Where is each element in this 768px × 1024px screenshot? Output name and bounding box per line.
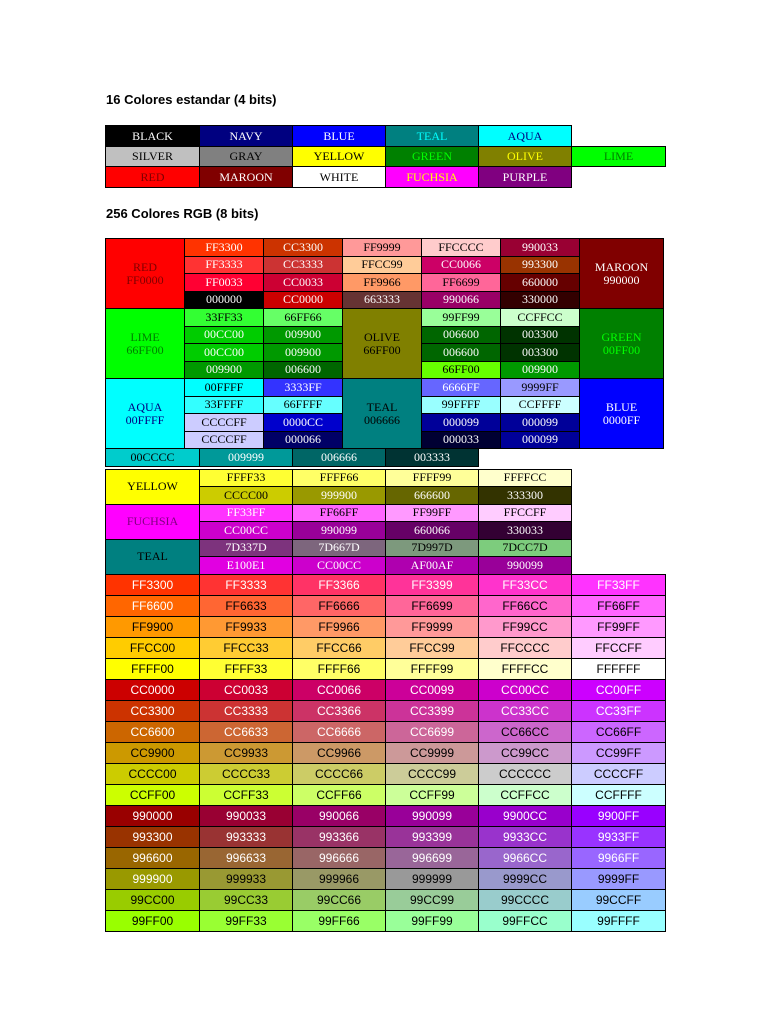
swatch-993333: 993333 [199, 826, 293, 848]
std-color-red: RED [105, 166, 200, 188]
swatch-FF3300: FF3300 [184, 238, 264, 257]
swatch-009900: 009900 [263, 343, 343, 362]
swatch-9999FF: 9999FF [571, 868, 666, 890]
swatch-6666FF: 6666FF [421, 378, 501, 397]
swatch-330033: 330033 [478, 521, 572, 540]
swatch-CCFFCC: CCFFCC [478, 784, 572, 806]
std-color-silver: SILVER [105, 146, 200, 167]
swatch-FF33CC: FF33CC [478, 574, 572, 596]
group-right-blue: BLUE 0000FF [579, 378, 664, 449]
swatch-FF99FF: FF99FF [571, 616, 666, 638]
swatch-330000: 330000 [500, 291, 580, 310]
swatch-FFCCCC: FFCCCC [421, 238, 501, 257]
swatch-99CC33: 99CC33 [199, 889, 293, 911]
swatch-33FFFF: 33FFFF [184, 396, 264, 415]
swatch-CCCCFF: CCCCFF [571, 763, 666, 785]
swatch-FFCCFF: FFCCFF [478, 504, 572, 523]
swatch-663333: 663333 [342, 291, 422, 310]
swatch-999900: 999900 [105, 868, 200, 890]
swatch-FF3399: FF3399 [385, 574, 479, 596]
swatch-7DCC7D: 7DCC7D [478, 539, 572, 558]
swatch-FF6666: FF6666 [292, 595, 386, 617]
std-color-gray: GRAY [199, 146, 293, 167]
swatch-CC3333: CC3333 [199, 700, 293, 722]
swatch-003300: 003300 [500, 343, 580, 362]
swatch-FF0033: FF0033 [184, 273, 264, 292]
swatch-CC0066: CC0066 [421, 256, 501, 275]
group-mid-olive: OLIVE 66FF00 [342, 308, 422, 379]
swatch-990066: 990066 [421, 291, 501, 310]
std-color-fuchsia: FUCHSIA [385, 166, 479, 188]
swatch-CCCC00: CCCC00 [105, 763, 200, 785]
swatch-CC66CC: CC66CC [478, 721, 572, 743]
swatch-CCFF66: CCFF66 [292, 784, 386, 806]
swatch-99CC99: 99CC99 [385, 889, 479, 911]
swatch-000099: 000099 [500, 413, 580, 432]
std-color-olive: OLIVE [478, 146, 572, 167]
swatch-9966FF: 9966FF [571, 847, 666, 869]
swatch-003333: 003333 [385, 448, 479, 467]
swatch-E100E1: E100E1 [199, 556, 293, 575]
swatch-9900FF: 9900FF [571, 805, 666, 827]
swatch-FFFFCC: FFFFCC [478, 658, 572, 680]
group-left-lime: LIME 66FF00 [105, 308, 185, 379]
swatch-9966CC: 9966CC [478, 847, 572, 869]
std-color-navy: NAVY [199, 125, 293, 147]
swatch-FFFF33: FFFF33 [199, 469, 293, 488]
swatch-FF6699: FF6699 [385, 595, 479, 617]
swatch-CC9966: CC9966 [292, 742, 386, 764]
std-color-black: BLACK [105, 125, 200, 147]
swatch-0000CC: 0000CC [263, 413, 343, 432]
swatch-99FF00: 99FF00 [105, 910, 200, 932]
swatch-CCFFFF: CCFFFF [500, 396, 580, 415]
swatch-CCCCCC: CCCCCC [478, 763, 572, 785]
group-left-teal: TEAL [105, 539, 200, 575]
swatch-CC9933: CC9933 [199, 742, 293, 764]
swatch-CCFF33: CCFF33 [199, 784, 293, 806]
swatch-FF6699: FF6699 [421, 273, 501, 292]
swatch-00CC00: 00CC00 [184, 343, 264, 362]
swatch-99CCFF: 99CCFF [571, 889, 666, 911]
swatch-FFFF00: FFFF00 [105, 658, 200, 680]
swatch-990033: 990033 [500, 238, 580, 257]
swatch-990000: 990000 [105, 805, 200, 827]
swatch-006600: 006600 [263, 361, 343, 380]
swatch-FFCC99: FFCC99 [385, 637, 479, 659]
swatch-7D337D: 7D337D [199, 539, 293, 558]
swatch-CC0099: CC0099 [385, 679, 479, 701]
swatch-FF33FF: FF33FF [199, 504, 293, 523]
swatch-CC0000: CC0000 [263, 291, 343, 310]
swatch-CC3399: CC3399 [385, 700, 479, 722]
swatch-AF00AF: AF00AF [385, 556, 479, 575]
swatch-9933CC: 9933CC [478, 826, 572, 848]
std-color-white: WHITE [292, 166, 386, 188]
swatch-000066: 000066 [263, 431, 343, 450]
swatch-00FFFF: 00FFFF [184, 378, 264, 397]
swatch-990033: 990033 [199, 805, 293, 827]
swatch-FFFF66: FFFF66 [292, 658, 386, 680]
swatch-FFCC66: FFCC66 [292, 637, 386, 659]
swatch-CCFFCC: CCFFCC [500, 308, 580, 327]
swatch-660000: 660000 [500, 273, 580, 292]
swatch-996633: 996633 [199, 847, 293, 869]
swatch-CCCC66: CCCC66 [292, 763, 386, 785]
group-left-yellow: YELLOW [105, 469, 200, 505]
swatch-FFFF99: FFFF99 [385, 658, 479, 680]
group-right-maroon: MAROON 990000 [579, 238, 664, 309]
swatch-CC6699: CC6699 [385, 721, 479, 743]
swatch-CCCC00: CCCC00 [199, 486, 293, 505]
swatch-009900: 009900 [184, 361, 264, 380]
swatch-99CC00: 99CC00 [105, 889, 200, 911]
swatch-CC66FF: CC66FF [571, 721, 666, 743]
swatch-7D667D: 7D667D [292, 539, 386, 558]
swatch-000099: 000099 [421, 413, 501, 432]
swatch-99CC66: 99CC66 [292, 889, 386, 911]
swatch-666600: 666600 [385, 486, 479, 505]
swatch-000000: 000000 [184, 291, 264, 310]
swatch-CC00CC: CC00CC [292, 556, 386, 575]
swatch-FF6633: FF6633 [199, 595, 293, 617]
swatch-009900: 009900 [500, 361, 580, 380]
swatch-CC0033: CC0033 [199, 679, 293, 701]
swatch-996666: 996666 [292, 847, 386, 869]
swatch-66FF00: 66FF00 [421, 361, 501, 380]
swatch-FF99FF: FF99FF [385, 504, 479, 523]
swatch-CC3333: CC3333 [263, 256, 343, 275]
swatch-3333FF: 3333FF [263, 378, 343, 397]
std-color-yellow: YELLOW [292, 146, 386, 167]
title-16-colors: 16 Colores estandar (4 bits) [106, 92, 277, 107]
swatch-990066: 990066 [292, 805, 386, 827]
swatch-FFCC00: FFCC00 [105, 637, 200, 659]
swatch-66FF66: 66FF66 [263, 308, 343, 327]
swatch-996600: 996600 [105, 847, 200, 869]
swatch-FFCCFF: FFCCFF [571, 637, 666, 659]
swatch-CC0000: CC0000 [105, 679, 200, 701]
swatch-003300: 003300 [500, 326, 580, 345]
swatch-9933FF: 9933FF [571, 826, 666, 848]
swatch-CCCC99: CCCC99 [385, 763, 479, 785]
group-left-fuchsia: FUCHSIA [105, 504, 200, 540]
swatch-FFFF99: FFFF99 [385, 469, 479, 488]
swatch-FF9900: FF9900 [105, 616, 200, 638]
swatch-006600: 006600 [421, 326, 501, 345]
swatch-993399: 993399 [385, 826, 479, 848]
swatch-999966: 999966 [292, 868, 386, 890]
swatch-99CCCC: 99CCCC [478, 889, 572, 911]
std-color-lime: LIME [571, 146, 666, 167]
swatch-FF33FF: FF33FF [571, 574, 666, 596]
group-right-green: GREEN 00FF00 [579, 308, 664, 379]
swatch-CC00FF: CC00FF [571, 679, 666, 701]
swatch-CC6666: CC6666 [292, 721, 386, 743]
swatch-CCCC33: CCCC33 [199, 763, 293, 785]
group-left-aqua: AQUA 00FFFF [105, 378, 185, 449]
swatch-CCFF00: CCFF00 [105, 784, 200, 806]
swatch-990099: 990099 [478, 556, 572, 575]
swatch-993300: 993300 [500, 256, 580, 275]
swatch-996699: 996699 [385, 847, 479, 869]
swatch-993366: 993366 [292, 826, 386, 848]
swatch-9900CC: 9900CC [478, 805, 572, 827]
swatch-FFCC99: FFCC99 [342, 256, 422, 275]
swatch-7D997D: 7D997D [385, 539, 479, 558]
swatch-66FFFF: 66FFFF [263, 396, 343, 415]
title-256-colors: 256 Colores RGB (8 bits) [106, 206, 259, 221]
swatch-00CC00: 00CC00 [184, 326, 264, 345]
swatch-CCCCFF: CCCCFF [184, 431, 264, 450]
swatch-FF3333: FF3333 [199, 574, 293, 596]
swatch-99FF99: 99FF99 [385, 910, 479, 932]
swatch-FFCC33: FFCC33 [199, 637, 293, 659]
swatch-CC0066: CC0066 [292, 679, 386, 701]
group-mid-teal: TEAL 006666 [342, 378, 422, 449]
swatch-FFFFFF: FFFFFF [571, 658, 666, 680]
swatch-CC6633: CC6633 [199, 721, 293, 743]
std-color-blue: BLUE [292, 125, 386, 147]
swatch-99FF66: 99FF66 [292, 910, 386, 932]
swatch-FF9999: FF9999 [342, 238, 422, 257]
swatch-CC0033: CC0033 [263, 273, 343, 292]
swatch-FF9999: FF9999 [385, 616, 479, 638]
swatch-CC3366: CC3366 [292, 700, 386, 722]
swatch-FF66FF: FF66FF [571, 595, 666, 617]
swatch-FF3333: FF3333 [184, 256, 264, 275]
swatch-99FFFF: 99FFFF [571, 910, 666, 932]
swatch-CC99FF: CC99FF [571, 742, 666, 764]
swatch-FF66CC: FF66CC [478, 595, 572, 617]
swatch-FF3300: FF3300 [105, 574, 200, 596]
swatch-FFCCCC: FFCCCC [478, 637, 572, 659]
swatch-CCCCFF: CCCCFF [184, 413, 264, 432]
swatch-CCFFFF: CCFFFF [571, 784, 666, 806]
std-color-teal: TEAL [385, 125, 479, 147]
swatch-993300: 993300 [105, 826, 200, 848]
swatch-99FFCC: 99FFCC [478, 910, 572, 932]
swatch-009900: 009900 [263, 326, 343, 345]
swatch-00CCCC: 00CCCC [105, 448, 200, 467]
swatch-FF6600: FF6600 [105, 595, 200, 617]
swatch-CC9999: CC9999 [385, 742, 479, 764]
swatch-99FF33: 99FF33 [199, 910, 293, 932]
group-left-red: RED FF0000 [105, 238, 185, 309]
swatch-CC99CC: CC99CC [478, 742, 572, 764]
swatch-CC00CC: CC00CC [199, 521, 293, 540]
swatch-FF9933: FF9933 [199, 616, 293, 638]
swatch-99FF99: 99FF99 [421, 308, 501, 327]
std-color-green: GREEN [385, 146, 479, 167]
swatch-CCFF99: CCFF99 [385, 784, 479, 806]
std-color-purple: PURPLE [478, 166, 572, 188]
swatch-999900: 999900 [292, 486, 386, 505]
swatch-FFFF66: FFFF66 [292, 469, 386, 488]
swatch-FF99CC: FF99CC [478, 616, 572, 638]
swatch-999999: 999999 [385, 868, 479, 890]
swatch-9999CC: 9999CC [478, 868, 572, 890]
swatch-009999: 009999 [199, 448, 293, 467]
swatch-CC3300: CC3300 [105, 700, 200, 722]
swatch-333300: 333300 [478, 486, 572, 505]
swatch-006600: 006600 [421, 343, 501, 362]
swatch-9999FF: 9999FF [500, 378, 580, 397]
swatch-CC3300: CC3300 [263, 238, 343, 257]
swatch-CC33CC: CC33CC [478, 700, 572, 722]
swatch-99FFFF: 99FFFF [421, 396, 501, 415]
swatch-33FF33: 33FF33 [184, 308, 264, 327]
std-color-maroon: MAROON [199, 166, 293, 188]
swatch-000099: 000099 [500, 431, 580, 450]
swatch-660066: 660066 [385, 521, 479, 540]
swatch-CC33FF: CC33FF [571, 700, 666, 722]
swatch-CC00CC: CC00CC [478, 679, 572, 701]
swatch-990099: 990099 [292, 521, 386, 540]
swatch-FF9966: FF9966 [292, 616, 386, 638]
swatch-FFFF33: FFFF33 [199, 658, 293, 680]
swatch-006666: 006666 [292, 448, 386, 467]
swatch-999933: 999933 [199, 868, 293, 890]
swatch-FF66FF: FF66FF [292, 504, 386, 523]
std-color-aqua: AQUA [478, 125, 572, 147]
swatch-FF3366: FF3366 [292, 574, 386, 596]
swatch-000033: 000033 [421, 431, 501, 450]
swatch-FFFFCC: FFFFCC [478, 469, 572, 488]
swatch-CC6600: CC6600 [105, 721, 200, 743]
swatch-990099: 990099 [385, 805, 479, 827]
swatch-FF9966: FF9966 [342, 273, 422, 292]
swatch-CC9900: CC9900 [105, 742, 200, 764]
